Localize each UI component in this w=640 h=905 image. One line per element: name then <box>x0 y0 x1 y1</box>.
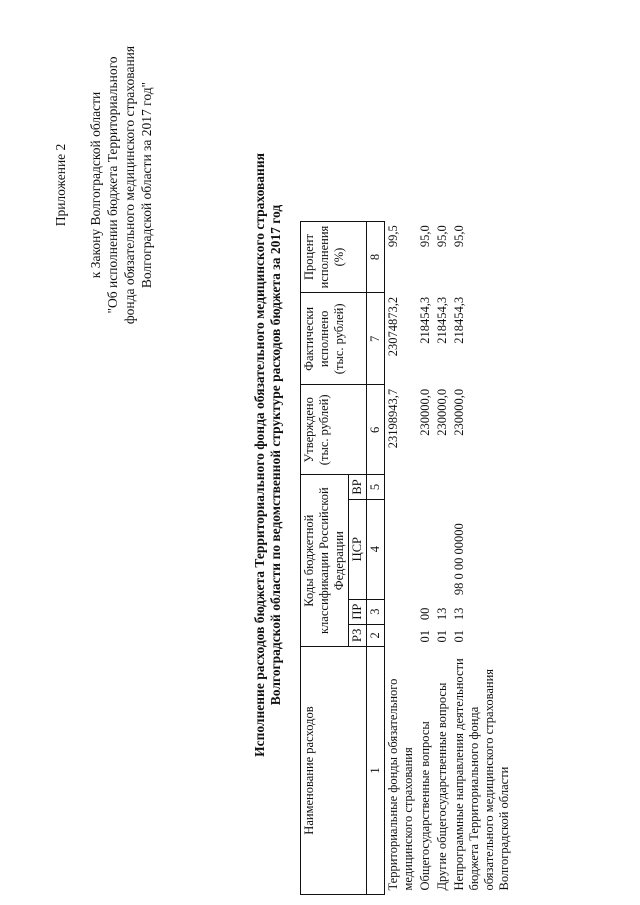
row-vr <box>434 475 451 499</box>
row-csr: 98 0 00 00000 <box>452 523 466 596</box>
header-rz: РЗ <box>349 624 367 646</box>
row-rz: 01 <box>418 630 432 643</box>
document-title <box>252 25 284 885</box>
column-number: 3 <box>367 599 385 624</box>
header-approved: Утверждено (тыс. рублей) <box>301 385 367 475</box>
row-approved: 230000,0 <box>435 388 449 436</box>
row-percent: 95,0 <box>418 225 432 248</box>
row-approved: 230000,0 <box>452 388 466 436</box>
annex-line: к Закону Волгоградской области <box>88 91 103 279</box>
row-csr <box>434 499 451 599</box>
row-percent: 95,0 <box>435 225 449 248</box>
row-actual: 218454,3 <box>435 296 449 344</box>
row-rz: 01 <box>435 630 449 643</box>
annex-line: фонда обязательного медицинского страхования <box>122 45 137 325</box>
column-number: 2 <box>367 624 385 646</box>
row-pr <box>385 599 418 624</box>
row-vr <box>417 475 434 499</box>
row-percent: 99,5 <box>386 225 400 248</box>
row-actual: 23074873,2 <box>386 296 400 357</box>
column-number: 5 <box>367 475 385 499</box>
row-name: Непрограммные направления деятельности бюджета Территориального фонда обязательного медицинского страхования Волгоградской области <box>452 658 511 891</box>
column-number-row <box>367 221 385 894</box>
table-row <box>434 221 451 894</box>
row-name: Общегосударственные вопросы <box>418 721 432 891</box>
table-row <box>451 221 513 894</box>
header-percent: Процент исполнения (%) <box>301 221 367 293</box>
row-csr <box>385 499 418 599</box>
row-approved: 230000,0 <box>418 388 432 436</box>
column-number: 4 <box>367 499 385 599</box>
header-pr: ПР <box>349 599 367 624</box>
title-line-2: Волгоградской области по ведомственной структуре расходов бюджета за 2017 год <box>268 204 283 706</box>
header-name: Наименование расходов <box>301 647 367 895</box>
row-approved: 23198943,7 <box>386 388 400 449</box>
table-row <box>417 221 434 894</box>
row-pr: 13 <box>435 607 449 621</box>
row-csr <box>417 499 434 599</box>
table-row <box>385 221 418 894</box>
annex-line: "Об исполнении бюджета Территориального <box>105 56 120 314</box>
row-rz: 01 <box>452 630 466 643</box>
title-line-1: Исполнение расходов бюджета Территориального фонда обязательного медицинского страхования <box>252 153 267 757</box>
annex-block <box>52 25 155 345</box>
column-number: 6 <box>367 385 385 475</box>
header-vr: ВР <box>349 475 367 499</box>
column-number: 1 <box>367 647 385 895</box>
annex-heading: Приложение 2 <box>53 143 68 227</box>
row-vr <box>451 475 513 499</box>
row-rz <box>385 624 418 646</box>
row-pr: 13 <box>452 607 466 621</box>
column-number: 7 <box>367 293 385 385</box>
row-name: Территориальные фонды обязательного медицинского страхования <box>386 678 415 891</box>
row-percent: 95,0 <box>452 225 466 248</box>
header-codes: Коды бюджетной классификации Российской Федерации <box>301 475 349 647</box>
header-row <box>301 221 349 894</box>
column-number: 8 <box>367 221 385 293</box>
row-actual: 218454,3 <box>452 296 466 344</box>
header-actual: Фактически исполнено (тыс. рублей) <box>301 293 367 385</box>
budget-table <box>300 221 513 895</box>
row-name: Другие общегосударственные вопросы <box>435 682 449 891</box>
annex-line: Волгоградской области за 2017 год" <box>139 81 154 289</box>
row-vr <box>385 475 418 499</box>
header-csr: ЦСР <box>349 499 367 599</box>
row-pr: 00 <box>418 607 432 621</box>
row-actual: 218454,3 <box>418 296 432 344</box>
